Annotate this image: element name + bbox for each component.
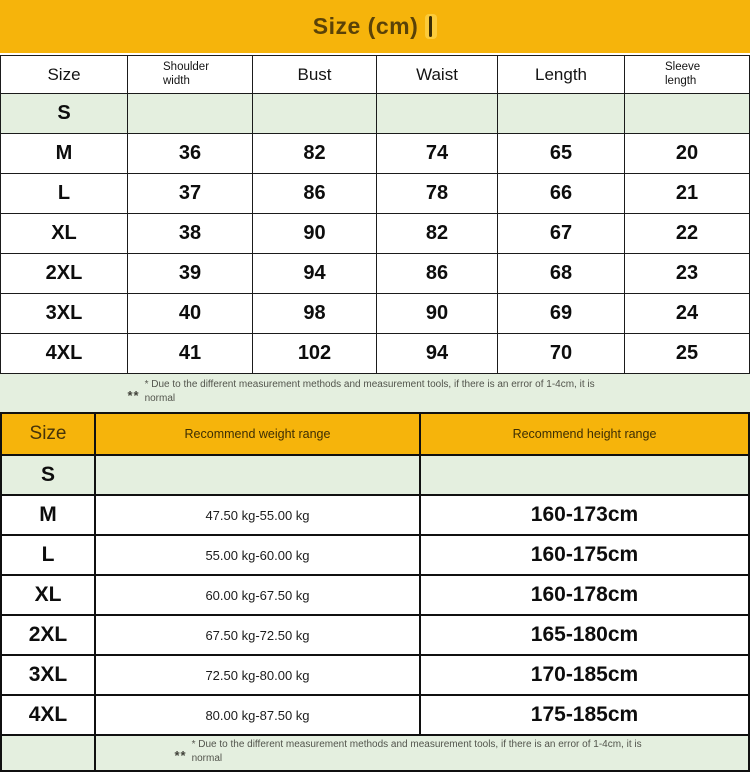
bust-cell: 94 (253, 254, 377, 293)
length-cell: 66 (498, 174, 625, 213)
height-range-cell: 175-185cm (530, 703, 639, 726)
column-header-sleeve-length-label: Sleeve length (665, 60, 701, 87)
shoulder-width-cell: 37 (128, 174, 253, 213)
sleeve-length-cell: 20 (675, 142, 699, 164)
weight-range-cell: 47.50 kg-55.00 kg (96, 496, 421, 534)
size-cell: 3XL (1, 294, 128, 333)
recommend-row-xl (2, 576, 748, 616)
recommend-row-s (2, 456, 748, 496)
sleeve-length-cell: 22 (675, 222, 699, 244)
bust-cell: 102 (253, 334, 377, 373)
column-header-size: Size (1, 56, 128, 93)
waist-cell (377, 94, 498, 133)
weight-range-cell: 67.50 kg-72.50 kg (96, 616, 421, 654)
weight-range-cell: 72.50 kg-80.00 kg (96, 656, 421, 694)
height-range-cell (421, 456, 748, 494)
size-row-l (1, 174, 749, 214)
recommend-row-l (2, 536, 748, 576)
recommend-row-2xl (2, 616, 748, 656)
bust-cell (253, 94, 377, 133)
measurement-table (0, 55, 750, 374)
size-cell: M (2, 496, 96, 534)
size-cell: 3XL (2, 656, 96, 694)
length-cell: 69 (498, 294, 625, 333)
length-cell: 68 (498, 254, 625, 293)
sleeve-length-cell: 24 (675, 302, 699, 324)
column-header-shoulder-width-label: Shoulder width (163, 60, 210, 87)
size-cell: L (2, 536, 96, 574)
waist-cell: 78 (377, 174, 498, 213)
weight-range-cell: 80.00 kg-87.50 kg (96, 696, 421, 734)
size-cell: 4XL (1, 334, 128, 373)
column-header-waist: Waist (377, 56, 498, 93)
column-header-weight-range: Recommend weight range (96, 414, 421, 454)
shoulder-width-cell: 36 (128, 134, 253, 173)
length-cell: 67 (498, 214, 625, 253)
size-cell: XL (1, 214, 128, 253)
waist-cell: 86 (377, 254, 498, 293)
size-row-s (1, 94, 749, 134)
height-range-cell: 160-175cm (530, 543, 639, 566)
measurement-table-header-row (1, 56, 749, 94)
waist-cell: 82 (377, 214, 498, 253)
note-asterisks: ** (174, 748, 187, 763)
height-range-cell: 160-173cm (530, 503, 639, 526)
recommendation-table (0, 412, 750, 772)
sleeve-length-cell (625, 94, 749, 133)
shoulder-width-cell: 38 (128, 214, 253, 253)
column-header-shoulder-width (128, 56, 253, 93)
weight-range-cell: 60.00 kg-67.50 kg (96, 576, 421, 614)
size-row-2xl (1, 254, 749, 294)
sleeve-length-cell: 25 (675, 342, 699, 364)
height-range-cell: 165-180cm (530, 623, 639, 646)
recommend-row-3xl (2, 656, 748, 696)
weight-range-cell: 55.00 kg-60.00 kg (96, 536, 421, 574)
length-cell (498, 94, 625, 133)
column-header-bust: Bust (253, 56, 377, 93)
bust-cell: 98 (253, 294, 377, 333)
size-row-4xl (1, 334, 749, 373)
height-range-cell: 170-185cm (530, 663, 639, 686)
ruler-icon (425, 14, 437, 39)
size-cell: XL (2, 576, 96, 614)
recommendation-note (96, 736, 748, 770)
shoulder-width-cell: 41 (128, 334, 253, 373)
size-chart-banner (0, 0, 750, 53)
height-range-cell: 160-178cm (530, 583, 639, 606)
recommend-row-4xl (2, 696, 748, 736)
size-cell: 2XL (1, 254, 128, 293)
empty-cell (2, 736, 96, 770)
banner-title: Size (cm) (312, 13, 419, 39)
bust-cell: 86 (253, 174, 377, 213)
size-cell: M (1, 134, 128, 173)
length-cell: 65 (498, 134, 625, 173)
recommendation-note-row (2, 736, 748, 770)
measurement-note (0, 374, 750, 412)
bust-cell: 90 (253, 214, 377, 253)
column-header-length: Length (498, 56, 625, 93)
bust-cell: 82 (253, 134, 377, 173)
note-text: * Due to the different measurement methods and measurement tools, if there is an error of 1-4cm, it is normal (144, 379, 595, 404)
recommendation-table-header-row (2, 414, 748, 456)
shoulder-width-cell (128, 94, 253, 133)
size-row-m (1, 134, 749, 174)
sleeve-length-cell: 21 (675, 182, 699, 204)
ruler-icon-bar (429, 16, 432, 37)
size-row-xl (1, 214, 749, 254)
column-header-size: Size (2, 414, 96, 454)
shoulder-width-cell: 40 (128, 294, 253, 333)
size-row-3xl (1, 294, 749, 334)
size-cell: S (1, 94, 128, 133)
note-asterisks: ** (127, 388, 140, 403)
waist-cell: 74 (377, 134, 498, 173)
waist-cell: 90 (377, 294, 498, 333)
note-text: * Due to the different measurement methods and measurement tools, if there is an error of 1-4cm, it is normal (191, 739, 642, 764)
column-header-sleeve-length (625, 56, 749, 93)
size-cell: 4XL (2, 696, 96, 734)
shoulder-width-cell: 39 (128, 254, 253, 293)
size-cell: 2XL (2, 616, 96, 654)
size-cell: L (1, 174, 128, 213)
waist-cell: 94 (377, 334, 498, 373)
length-cell: 70 (498, 334, 625, 373)
weight-range-cell (96, 456, 421, 494)
size-cell: S (2, 456, 96, 494)
sleeve-length-cell: 23 (675, 262, 699, 284)
recommend-row-m (2, 496, 748, 536)
column-header-height-range: Recommend height range (512, 427, 657, 441)
